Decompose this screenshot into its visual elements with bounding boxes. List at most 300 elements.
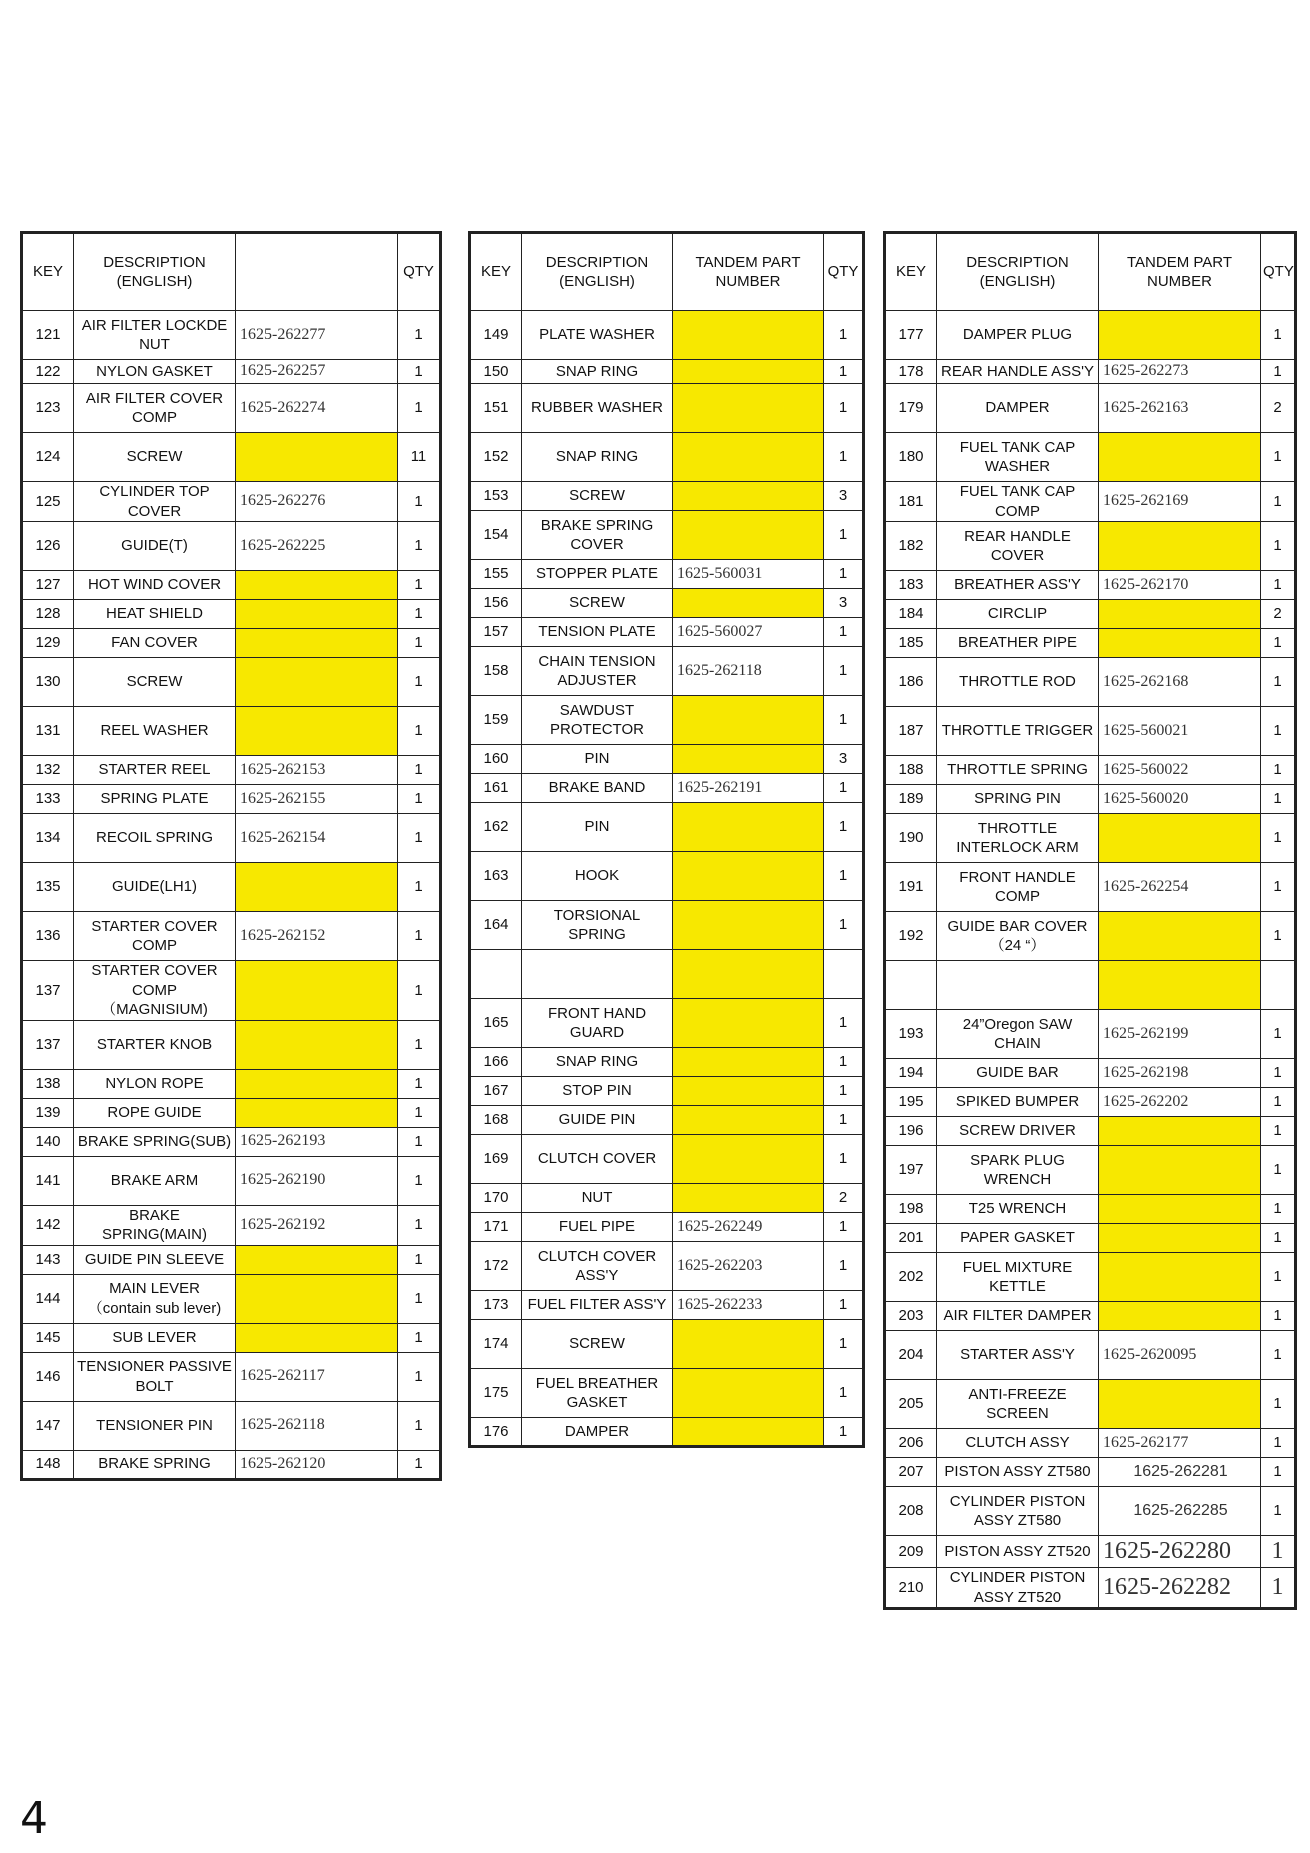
table-row — [885, 1146, 1296, 1195]
qty-cell: 3 — [824, 589, 864, 618]
description-cell: STARTER COVER COMP — [74, 912, 236, 961]
qty-cell: 1 — [824, 1048, 864, 1077]
qty-cell: 1 — [1261, 863, 1296, 912]
table-row — [22, 1069, 441, 1098]
table-row — [885, 961, 1296, 1010]
part-number-cell — [236, 629, 398, 658]
key-cell: 166 — [470, 1048, 522, 1077]
description-cell: FRONT HAND GUARD — [522, 999, 673, 1048]
part-number-cell — [673, 1077, 824, 1106]
description-cell: HEAT SHIELD — [74, 600, 236, 629]
part-number-cell: 1625-262202 — [1099, 1088, 1261, 1117]
qty-cell: 1 — [398, 571, 441, 600]
part-number-cell: 1625-262120 — [236, 1450, 398, 1479]
qty-cell: 1 — [824, 803, 864, 852]
description-cell: SNAP RING — [522, 360, 673, 384]
qty-cell: 1 — [1261, 1088, 1296, 1117]
part-number-cell — [236, 1323, 398, 1352]
key-cell: 169 — [470, 1135, 522, 1184]
table-row — [885, 1458, 1296, 1487]
qty-cell: 1 — [824, 774, 864, 803]
qty-cell: 1 — [1261, 1331, 1296, 1380]
table-row — [22, 1323, 441, 1352]
qty-cell: 3 — [824, 745, 864, 774]
key-cell: 182 — [885, 522, 937, 571]
key-cell: 170 — [470, 1184, 522, 1213]
key-cell: 160 — [470, 745, 522, 774]
qty-cell: 1 — [1261, 912, 1296, 961]
description-cell: ANTI-FREEZE SCREEN — [937, 1380, 1099, 1429]
table-row — [885, 1487, 1296, 1536]
description-cell: SPARK PLUG WRENCH — [937, 1146, 1099, 1195]
part-number-cell: 1625-262118 — [673, 647, 824, 696]
part-number-cell — [236, 1098, 398, 1127]
part-number-cell — [673, 803, 824, 852]
description-cell: STARTER REEL — [74, 756, 236, 785]
part-number-cell — [673, 482, 824, 511]
key-cell: 127 — [22, 571, 74, 600]
page-number: 4 — [20, 1793, 48, 1844]
description-cell: GUIDE(T) — [74, 522, 236, 571]
table-row — [470, 360, 864, 384]
qty-cell: 1 — [398, 1127, 441, 1156]
table-row — [470, 1135, 864, 1184]
key-cell: 149 — [470, 311, 522, 360]
description-cell: PIN — [522, 745, 673, 774]
description-cell: TORSIONAL SPRING — [522, 901, 673, 950]
table-row — [22, 311, 441, 360]
key-cell: 126 — [22, 522, 74, 571]
qty-cell: 1 — [824, 1135, 864, 1184]
table-row — [885, 1059, 1296, 1088]
qty-cell: 1 — [1261, 1195, 1296, 1224]
table-row — [470, 950, 864, 999]
part-number-cell — [673, 311, 824, 360]
key-cell: 134 — [22, 814, 74, 863]
key-cell: 168 — [470, 1106, 522, 1135]
part-number-cell — [1099, 1302, 1261, 1331]
table-row — [470, 647, 864, 696]
description-cell: STOPPER PLATE — [522, 560, 673, 589]
qty-cell: 1 — [1261, 360, 1296, 384]
part-number-cell — [236, 1020, 398, 1069]
description-cell: REEL WASHER — [74, 707, 236, 756]
description-cell: FAN COVER — [74, 629, 236, 658]
key-cell: 191 — [885, 863, 937, 912]
key-cell: 177 — [885, 311, 937, 360]
qty-cell: 1 — [398, 658, 441, 707]
qty-cell: 1 — [824, 1106, 864, 1135]
key-cell: 194 — [885, 1059, 937, 1088]
column-header-description: DESCRIPTION (ENGLISH) — [74, 233, 236, 311]
description-cell: THROTTLE TRIGGER — [937, 707, 1099, 756]
key-cell: 176 — [470, 1418, 522, 1447]
qty-cell: 1 — [824, 999, 864, 1048]
part-number-cell — [1099, 814, 1261, 863]
qty-cell: 1 — [824, 852, 864, 901]
key-cell: 156 — [470, 589, 522, 618]
description-cell: PIN — [522, 803, 673, 852]
table-row — [885, 814, 1296, 863]
description-cell: CHAIN TENSION ADJUSTER — [522, 647, 673, 696]
key-cell: 159 — [470, 696, 522, 745]
part-number-cell: 1625-262280 — [1099, 1536, 1261, 1568]
part-number-cell: 1625-262225 — [236, 522, 398, 571]
qty-cell: 1 — [1261, 1302, 1296, 1331]
description-cell: STARTER COVER COMP （MAGNISIUM) — [74, 961, 236, 1021]
description-cell: 24”Oregon SAW CHAIN — [937, 1010, 1099, 1059]
key-cell: 186 — [885, 658, 937, 707]
part-number-cell: 1625-262170 — [1099, 571, 1261, 600]
part-number-cell — [236, 707, 398, 756]
table-row — [885, 600, 1296, 629]
table-row — [22, 1352, 441, 1401]
table-row — [885, 658, 1296, 707]
key-cell: 180 — [885, 433, 937, 482]
key-cell: 128 — [22, 600, 74, 629]
key-cell: 205 — [885, 1380, 937, 1429]
key-cell: 178 — [885, 360, 937, 384]
description-cell: SPRING PIN — [937, 785, 1099, 814]
part-number-cell: 1625-560022 — [1099, 756, 1261, 785]
description-cell: RECOIL SPRING — [74, 814, 236, 863]
description-cell: SCREW — [522, 482, 673, 511]
key-cell: 144 — [22, 1274, 74, 1323]
description-cell: FUEL PIPE — [522, 1213, 673, 1242]
description-cell: BRAKE SPRING COVER — [522, 511, 673, 560]
key-cell: 136 — [22, 912, 74, 961]
description-cell: BRAKE SPRING — [74, 1450, 236, 1479]
qty-cell: 1 — [1261, 814, 1296, 863]
description-cell: NUT — [522, 1184, 673, 1213]
description-cell: RUBBER WASHER — [522, 384, 673, 433]
key-cell: 154 — [470, 511, 522, 560]
part-number-cell: 1625-262153 — [236, 756, 398, 785]
table-row — [470, 901, 864, 950]
key-cell: 185 — [885, 629, 937, 658]
key-cell: 201 — [885, 1224, 937, 1253]
table-row — [470, 511, 864, 560]
key-cell: 188 — [885, 756, 937, 785]
qty-cell: 1 — [1261, 571, 1296, 600]
part-number-cell: 1625-262254 — [1099, 863, 1261, 912]
qty-cell: 1 — [398, 1245, 441, 1274]
key-cell: 130 — [22, 658, 74, 707]
key-cell: 150 — [470, 360, 522, 384]
part-number-cell — [1099, 600, 1261, 629]
key-cell: 196 — [885, 1117, 937, 1146]
column-header-description: DESCRIPTION (ENGLISH) — [937, 233, 1099, 311]
part-number-cell — [1099, 1380, 1261, 1429]
description-cell: GUIDE PIN — [522, 1106, 673, 1135]
key-cell: 171 — [470, 1213, 522, 1242]
key-cell: 131 — [22, 707, 74, 756]
table-row — [470, 999, 864, 1048]
key-cell: 190 — [885, 814, 937, 863]
description-cell: T25 WRENCH — [937, 1195, 1099, 1224]
table-row — [885, 1088, 1296, 1117]
key-cell: 197 — [885, 1146, 937, 1195]
key-cell: 198 — [885, 1195, 937, 1224]
table-row — [885, 1253, 1296, 1302]
qty-cell: 1 — [824, 433, 864, 482]
parts-table-keys-177-210 — [883, 231, 1297, 1610]
part-number-cell — [673, 511, 824, 560]
key-cell: 172 — [470, 1242, 522, 1291]
description-cell: STARTER KNOB — [74, 1020, 236, 1069]
table-row — [470, 618, 864, 647]
description-cell: SCREW — [522, 589, 673, 618]
column-header-description: DESCRIPTION (ENGLISH) — [522, 233, 673, 311]
description-cell: MAIN LEVER （contain sub lever) — [74, 1274, 236, 1323]
qty-cell: 1 — [1261, 311, 1296, 360]
part-number-cell: 1625-262282 — [1099, 1568, 1261, 1609]
qty-cell: 1 — [1261, 1253, 1296, 1302]
table-row — [22, 482, 441, 522]
qty-cell: 1 — [398, 1401, 441, 1450]
description-cell: GUIDE BAR COVER （24 “） — [937, 912, 1099, 961]
part-number-cell — [1099, 1253, 1261, 1302]
key-cell: 138 — [22, 1069, 74, 1098]
description-cell: FUEL MIXTURE KETTLE — [937, 1253, 1099, 1302]
description-cell: PISTON ASSY ZT520 — [937, 1536, 1099, 1568]
qty-cell: 1 — [1261, 1146, 1296, 1195]
qty-cell: 1 — [398, 1352, 441, 1401]
qty-cell: 1 — [1261, 522, 1296, 571]
key-cell: 135 — [22, 863, 74, 912]
description-cell: PISTON ASSY ZT580 — [937, 1458, 1099, 1487]
part-number-cell — [1099, 912, 1261, 961]
description-cell: BREATHER PIPE — [937, 629, 1099, 658]
table-row — [22, 360, 441, 384]
description-cell: ROPE GUIDE — [74, 1098, 236, 1127]
qty-cell: 11 — [398, 433, 441, 482]
qty-cell: 1 — [824, 618, 864, 647]
description-cell: BRAKE ARM — [74, 1156, 236, 1205]
table-row — [885, 433, 1296, 482]
part-number-cell: 1625-262285 — [1099, 1487, 1261, 1536]
part-number-cell — [673, 360, 824, 384]
description-cell: PAPER GASKET — [937, 1224, 1099, 1253]
table-row — [885, 1117, 1296, 1146]
description-cell: DAMPER — [522, 1418, 673, 1447]
table-row — [470, 1291, 864, 1320]
description-cell: SAWDUST PROTECTOR — [522, 696, 673, 745]
key-cell: 161 — [470, 774, 522, 803]
key-cell: 167 — [470, 1077, 522, 1106]
table-row — [22, 756, 441, 785]
part-number-cell: 1625-262168 — [1099, 658, 1261, 707]
table-row — [22, 912, 441, 961]
part-number-cell: 1625-560031 — [673, 560, 824, 589]
qty-cell: 1 — [398, 707, 441, 756]
part-number-cell: 1625-262190 — [236, 1156, 398, 1205]
key-cell — [885, 961, 937, 1010]
part-number-cell: 1625-262273 — [1099, 360, 1261, 384]
table-row — [470, 852, 864, 901]
qty-cell: 1 — [1261, 1487, 1296, 1536]
qty-cell: 1 — [1261, 707, 1296, 756]
part-number-cell — [1099, 629, 1261, 658]
description-cell: CLUTCH ASSY — [937, 1429, 1099, 1458]
part-number-cell: 1625-262276 — [236, 482, 398, 522]
part-number-cell — [1099, 311, 1261, 360]
table-row — [470, 803, 864, 852]
key-cell: 121 — [22, 311, 74, 360]
part-number-cell — [236, 571, 398, 600]
part-number-cell: 1625-262193 — [236, 1127, 398, 1156]
table-row — [885, 571, 1296, 600]
key-cell: 129 — [22, 629, 74, 658]
table-row — [885, 1224, 1296, 1253]
description-cell: GUIDE PIN SLEEVE — [74, 1245, 236, 1274]
description-cell: CYLINDER PISTON ASSY ZT580 — [937, 1487, 1099, 1536]
key-cell: 133 — [22, 785, 74, 814]
key-cell: 148 — [22, 1450, 74, 1479]
table-row — [22, 961, 441, 1021]
table-row — [22, 433, 441, 482]
part-number-cell: 1625-560027 — [673, 618, 824, 647]
qty-cell: 1 — [824, 1077, 864, 1106]
qty-cell: 1 — [824, 311, 864, 360]
table-row — [885, 629, 1296, 658]
qty-cell: 1 — [824, 1369, 864, 1418]
description-cell: SUB LEVER — [74, 1323, 236, 1352]
column-header-key: KEY — [22, 233, 74, 311]
part-number-cell: 1625-262281 — [1099, 1458, 1261, 1487]
part-number-cell — [673, 1048, 824, 1077]
qty-cell: 1 — [1261, 1010, 1296, 1059]
key-cell: 122 — [22, 360, 74, 384]
qty-cell: 1 — [1261, 1224, 1296, 1253]
part-number-cell: 1625-262155 — [236, 785, 398, 814]
part-number-cell — [236, 1245, 398, 1274]
part-number-cell: 1625-262203 — [673, 1242, 824, 1291]
part-number-cell — [673, 384, 824, 433]
description-cell: STARTER ASS'Y — [937, 1331, 1099, 1380]
description-cell: FRONT HANDLE COMP — [937, 863, 1099, 912]
key-cell: 183 — [885, 571, 937, 600]
table-row — [885, 311, 1296, 360]
part-number-cell — [673, 999, 824, 1048]
qty-cell: 1 — [1261, 1059, 1296, 1088]
part-number-cell: 1625-560021 — [1099, 707, 1261, 756]
part-number-cell — [673, 745, 824, 774]
table-row — [470, 384, 864, 433]
description-cell: SCREW DRIVER — [937, 1117, 1099, 1146]
qty-cell: 1 — [824, 360, 864, 384]
part-number-cell — [673, 950, 824, 999]
column-header-part-number: TANDEM PART NUMBER — [1099, 233, 1261, 311]
part-number-cell: 1625-262277 — [236, 311, 398, 360]
column-header-part-number: TANDEM PART NUMBER — [673, 233, 824, 311]
qty-cell: 1 — [1261, 785, 1296, 814]
qty-cell: 1 — [398, 1274, 441, 1323]
description-cell: THROTTLE ROD — [937, 658, 1099, 707]
description-cell: AIR FILTER LOCKDE NUT — [74, 311, 236, 360]
key-cell: 141 — [22, 1156, 74, 1205]
part-number-cell: 1625-262177 — [1099, 1429, 1261, 1458]
qty-cell: 1 — [824, 560, 864, 589]
part-number-cell — [673, 1369, 824, 1418]
key-cell: 158 — [470, 647, 522, 696]
table-row — [22, 658, 441, 707]
part-number-cell — [673, 1135, 824, 1184]
key-cell: 151 — [470, 384, 522, 433]
qty-cell: 1 — [1261, 1380, 1296, 1429]
description-cell: NYLON ROPE — [74, 1069, 236, 1098]
key-cell: 210 — [885, 1568, 937, 1609]
qty-cell: 1 — [398, 629, 441, 658]
description-cell: HOOK — [522, 852, 673, 901]
table-row — [22, 814, 441, 863]
qty-cell: 1 — [824, 384, 864, 433]
table-row — [885, 863, 1296, 912]
part-number-cell — [236, 1274, 398, 1323]
table-row — [470, 1077, 864, 1106]
description-cell: FUEL FILTER ASS'Y — [522, 1291, 673, 1320]
qty-cell: 1 — [824, 1213, 864, 1242]
parts-table-keys-121-148 — [20, 231, 442, 1481]
description-cell: STOP PIN — [522, 1077, 673, 1106]
part-number-cell: 1625-262118 — [236, 1401, 398, 1450]
column-header-qty: QTY — [1261, 233, 1296, 311]
description-cell: TENSIONER PASSIVE BOLT — [74, 1352, 236, 1401]
column-header-key: KEY — [470, 233, 522, 311]
table-row — [470, 745, 864, 774]
table-row — [22, 1205, 441, 1245]
key-cell: 132 — [22, 756, 74, 785]
qty-cell: 2 — [1261, 384, 1296, 433]
description-cell: GUIDE(LH1) — [74, 863, 236, 912]
table-row — [470, 1369, 864, 1418]
qty-cell: 1 — [398, 1156, 441, 1205]
qty-cell: 1 — [824, 1418, 864, 1447]
part-number-cell: 1625-262117 — [236, 1352, 398, 1401]
description-cell: SPRING PLATE — [74, 785, 236, 814]
part-number-cell — [1099, 433, 1261, 482]
qty-cell: 1 — [398, 756, 441, 785]
table-row — [885, 756, 1296, 785]
qty-cell: 1 — [1261, 1429, 1296, 1458]
qty-cell: 1 — [1261, 1117, 1296, 1146]
description-cell: FUEL TANK CAP WASHER — [937, 433, 1099, 482]
part-number-cell — [673, 1320, 824, 1369]
key-cell: 206 — [885, 1429, 937, 1458]
part-number-cell: 1625-262169 — [1099, 482, 1261, 522]
key-cell: 147 — [22, 1401, 74, 1450]
description-cell: THROTTLE INTERLOCK ARM — [937, 814, 1099, 863]
qty-cell: 1 — [398, 1450, 441, 1479]
key-cell: 174 — [470, 1320, 522, 1369]
table-row — [22, 384, 441, 433]
key-cell: 153 — [470, 482, 522, 511]
column-header-qty: QTY — [824, 233, 864, 311]
part-number-cell: 1625-262274 — [236, 384, 398, 433]
qty-cell — [824, 950, 864, 999]
key-cell: 195 — [885, 1088, 937, 1117]
key-cell: 179 — [885, 384, 937, 433]
description-cell: BREATHER ASS'Y — [937, 571, 1099, 600]
part-number-cell: 1625-560020 — [1099, 785, 1261, 814]
key-cell: 207 — [885, 1458, 937, 1487]
part-number-cell — [673, 1418, 824, 1447]
key-cell: 137 — [22, 1020, 74, 1069]
qty-cell: 1 — [398, 1020, 441, 1069]
qty-cell: 1 — [1261, 756, 1296, 785]
qty-cell: 1 — [824, 511, 864, 560]
description-cell: SCREW — [522, 1320, 673, 1369]
